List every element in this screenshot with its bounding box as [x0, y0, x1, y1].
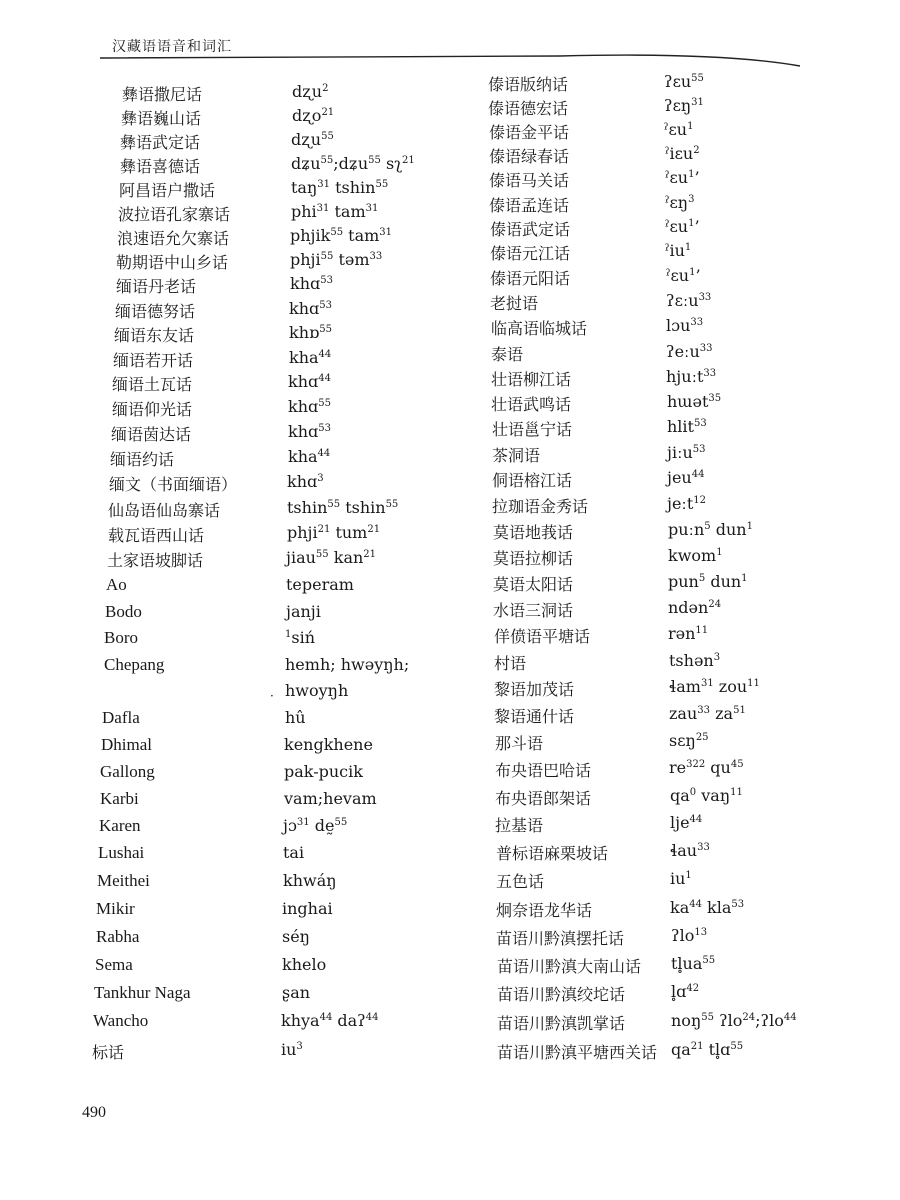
- left-language-name: 彝语武定话: [120, 133, 201, 152]
- left-word-form: khelo: [282, 955, 327, 974]
- left-word-form: khya$^{44}$ daʔ$^{44}$: [281, 1011, 379, 1030]
- right-word-form: ˀɛu$^1$’: [665, 217, 700, 236]
- left-word-form: jiau$^{55}$ kan$^{21}$: [286, 548, 377, 567]
- left-word-form: khɑ$^{44}$: [288, 372, 331, 391]
- right-word-form: $qa^{21}$ tl̥ɑ$^{55}$: [671, 1040, 744, 1059]
- right-language-name: 布央语巴哈话: [495, 761, 592, 780]
- right-language-name: 壮语武鸣话: [491, 395, 572, 414]
- right-word-form: lje$^{44}$: [670, 813, 703, 832]
- left-word-form: taŋ$^{31}$ tshin$^{55}$: [291, 178, 389, 197]
- left-language-name: Gallong: [100, 762, 155, 781]
- left-word-form: teperam: [286, 575, 354, 594]
- left-language-name: Boro: [104, 628, 138, 647]
- right-word-form: ʔlo$^{13}$: [671, 926, 708, 945]
- left-language-name: 缅语德努话: [115, 302, 196, 321]
- right-word-form: $tl̥ua^{55}$: [671, 954, 716, 973]
- right-language-name: 拉珈语金秀话: [492, 497, 589, 516]
- right-word-form: ˀɛu$^1$: [664, 120, 694, 139]
- left-language-name: 浪速语允欠寨话: [117, 229, 230, 248]
- right-word-form: hjuːt$^{33}$: [666, 367, 717, 386]
- left-language-name: Wancho: [93, 1011, 149, 1030]
- left-word-form: hû: [285, 708, 306, 727]
- left-language-name: 缅语土瓦话: [112, 375, 193, 394]
- right-language-name: 莫语地莪话: [493, 523, 574, 542]
- left-word-form: khɑ$^{53}$: [288, 422, 331, 441]
- left-language-name: Dafla: [102, 708, 140, 727]
- left-word-form: dʐu$^{55}$: [291, 130, 334, 149]
- right-language-name: 苗语川黔滇凯掌话: [497, 1014, 626, 1033]
- right-word-form: ˀɛŋ$^3$: [665, 193, 695, 212]
- left-word-form: $iu^3$: [281, 1040, 303, 1059]
- right-word-form: $ka^{44}$ kla$^{53}$: [670, 898, 745, 917]
- left-word-form: phi$^{31}$ tam$^{31}$: [291, 202, 379, 221]
- right-language-name: 苗语川黔滇平塘西关话: [497, 1043, 658, 1062]
- right-word-form: ɬau$^{33}$: [670, 841, 710, 860]
- left-language-name: 缅语丹老话: [116, 277, 197, 296]
- right-language-name: 傣语武定话: [490, 220, 571, 239]
- left-language-name: Rabha: [96, 927, 140, 946]
- right-language-name: 莫语太阳话: [493, 575, 574, 594]
- right-word-form: ˀiu$^1$: [665, 241, 692, 260]
- left-word-form: dʐo$^{21}$: [292, 106, 335, 125]
- right-language-name: 傣语版纳话: [488, 75, 569, 94]
- left-language-name: Dhimal: [101, 735, 152, 754]
- right-language-name: 侗语榕江话: [492, 471, 573, 490]
- right-language-name: 布央语郎架话: [495, 789, 592, 808]
- left-language-name: Bodo: [105, 602, 142, 621]
- right-language-name: 壮语柳江话: [491, 370, 572, 389]
- right-word-form: jiːu$^{53}$: [667, 443, 706, 462]
- left-word-form: vam;hevam: [284, 789, 377, 808]
- right-language-name: 那斗语: [495, 734, 544, 753]
- left-word-form: khwáŋ: [283, 871, 337, 890]
- right-language-name: 傣语元江话: [490, 244, 571, 263]
- left-word-form: khɑ$^{53}$: [290, 274, 333, 293]
- right-language-name: 茶洞语: [492, 446, 541, 465]
- left-language-name: 缅语约话: [110, 450, 175, 469]
- right-language-name: 傣语金平话: [489, 123, 570, 142]
- left-word-form: pak-pucik: [284, 762, 363, 781]
- left-language-name: 土家语坡脚话: [107, 551, 204, 570]
- right-word-form: ˀɛu$^1$’: [665, 168, 700, 187]
- right-word-form: lɔu$^{33}$: [666, 316, 704, 335]
- left-word-form: $^1$siń: [285, 628, 316, 647]
- left-word-form: inghai: [282, 899, 333, 918]
- right-language-name: 苗语川黔滇摆托话: [496, 929, 625, 948]
- left-word-form: khɒ$^{55}$: [289, 323, 332, 342]
- right-word-form: hlit$^{53}$: [667, 417, 707, 436]
- left-language-name: 彝语巍山话: [121, 109, 202, 128]
- right-word-form: zau$^{33}$ $za^{51}$: [669, 704, 746, 723]
- right-word-form: hɯət$^{35}$: [667, 392, 722, 411]
- left-word-form: tshin$^{55}$ tshin$^{55}$: [287, 498, 399, 517]
- left-word-form: tai: [283, 843, 305, 862]
- left-word-form: phji$^{21}$ tum$^{21}$: [287, 523, 381, 542]
- right-word-form: ʔɛu$^{55}$: [664, 72, 704, 91]
- left-language-name: 阿昌语户撒话: [119, 181, 216, 200]
- left-language-name: 缅语仰光话: [112, 400, 193, 419]
- left-language-name: Chepang: [104, 655, 165, 674]
- left-language-name: Mikir: [96, 899, 135, 918]
- right-language-name: 苗语川黔滇大南山话: [497, 957, 642, 976]
- left-word-form: dʑu$^{55}$;dʑu$^{55}$ sʅ$^{21}$: [291, 154, 415, 173]
- right-word-form: jeːt$^{12}$: [667, 494, 706, 513]
- left-language-name: 标话: [92, 1043, 125, 1062]
- right-word-form: ndən$^{24}$: [668, 598, 722, 617]
- left-language-name: Sema: [95, 955, 133, 974]
- right-language-name: 村语: [494, 654, 527, 673]
- left-word-form: phji$^{55}$ təm$^{33}$: [290, 250, 383, 269]
- right-language-name: 傣语马关话: [489, 171, 570, 190]
- left-word-form: hemh; hwəyŋh;: [285, 655, 410, 674]
- right-language-name: 黎语加茂话: [494, 680, 575, 699]
- page-number: 490: [82, 1104, 106, 1121]
- left-language-name: Tankhur Naga: [94, 983, 191, 1002]
- right-language-name: 老挝语: [490, 294, 539, 313]
- left-word-form: ʂan: [282, 983, 311, 1002]
- left-language-name: 缅语茵达话: [111, 425, 192, 444]
- right-word-form: noŋ$^{55}$ ʔlo$^{24}$;ʔlo$^{44}$: [671, 1011, 797, 1030]
- left-word-form: jɔ$^{31}$ dḛ$^{55}$: [283, 816, 348, 835]
- right-language-name: 五色话: [496, 872, 545, 891]
- right-word-form: ˀiɛu$^2$: [665, 144, 700, 163]
- right-word-form: ˀɛu$^1$’: [666, 266, 701, 285]
- right-language-name: 傣语元阳话: [490, 269, 571, 288]
- left-language-name: Ao: [106, 575, 127, 594]
- right-language-name: 壮语邕宁话: [492, 420, 573, 439]
- right-language-name: 莫语拉柳话: [493, 549, 574, 568]
- left-language-name: 仙岛语仙岛寨话: [108, 501, 221, 520]
- left-language-name: 缅语若开话: [113, 351, 194, 370]
- left-language-name: Lushai: [98, 843, 145, 862]
- right-word-form: $qa^0$ vaŋ$^{11}$: [670, 786, 743, 805]
- left-language-name: 载瓦语西山话: [108, 526, 205, 545]
- right-language-name: 水语三洞话: [493, 601, 574, 620]
- left-language-name: 缅文（书面缅语）: [109, 475, 238, 494]
- right-language-name: 临高语临城话: [491, 319, 588, 338]
- right-language-name: 傣语德宏话: [488, 99, 569, 118]
- left-word-form: khɑ$^{53}$: [289, 299, 332, 318]
- left-language-name: Karen: [99, 816, 141, 835]
- right-word-form: tshən$^3$: [669, 651, 721, 670]
- left-language-name: 波拉语孔家寨话: [118, 205, 231, 224]
- right-word-form: pun$^5$ dun$^1$: [668, 572, 748, 591]
- left-word-form: dʐu$^2$: [292, 82, 329, 101]
- right-word-form: puːn$^5$ dun$^1$: [668, 520, 753, 539]
- right-language-name: 傣语绿春话: [489, 147, 570, 166]
- right-language-name: 普标语麻栗坡话: [496, 844, 609, 863]
- left-word-form: khɑ$^3$: [287, 472, 324, 491]
- right-word-form: $re^{322}$ $qu^{45}$: [669, 758, 744, 777]
- right-language-name: 黎语通什话: [494, 707, 575, 726]
- right-word-form: $iu^1$: [670, 869, 692, 888]
- left-word-form: khɑ$^{55}$: [288, 397, 331, 416]
- left-language-name: 勒期语中山乡话: [116, 253, 229, 272]
- running-header-title: 汉藏语语音和词汇: [112, 39, 232, 55]
- right-word-form: ʔɛŋ$^{31}$: [664, 96, 704, 115]
- left-language-name: 缅语东友话: [114, 326, 195, 345]
- left-word-form: kha$^{44}$: [289, 348, 332, 367]
- right-language-name: 泰语: [491, 345, 524, 364]
- right-word-form: kwom$^1$: [668, 546, 723, 565]
- left-word-form: phjik$^{55}$ tam$^{31}$: [290, 226, 393, 245]
- left-language-name: 彝语撒尼话: [122, 85, 203, 104]
- right-word-form: sɛŋ$^{25}$: [669, 731, 709, 750]
- right-language-name: 苗语川黔滇绞坨话: [497, 985, 626, 1004]
- stray-dot: ·: [270, 689, 274, 703]
- right-language-name: 炯奈语龙华话: [496, 901, 593, 920]
- right-word-form: rən$^{11}$: [668, 624, 709, 643]
- right-word-form: l̥ɑ$^{42}$: [671, 982, 700, 1001]
- right-language-name: 傣语孟连话: [489, 196, 570, 215]
- left-language-name: Karbi: [100, 789, 139, 808]
- right-word-form: ʔɛːu$^{33}$: [666, 291, 712, 310]
- right-language-name: 拉基语: [495, 816, 544, 835]
- left-word-form: hwoyŋh: [285, 681, 349, 700]
- right-word-form: jeu$^{44}$: [667, 468, 705, 487]
- right-word-form: ʔeːu$^{33}$: [666, 342, 713, 361]
- left-word-form: kengkhene: [284, 735, 373, 754]
- left-word-form: séŋ: [282, 927, 310, 946]
- right-word-form: ɬam$^{31}$ zou$^{11}$: [669, 677, 760, 696]
- left-word-form: janji: [286, 602, 321, 621]
- left-language-name: Meithei: [97, 871, 150, 890]
- left-word-form: kha$^{44}$: [288, 447, 331, 466]
- right-language-name: 佯偾语平塘话: [494, 627, 591, 646]
- left-language-name: 彝语喜德话: [120, 157, 201, 176]
